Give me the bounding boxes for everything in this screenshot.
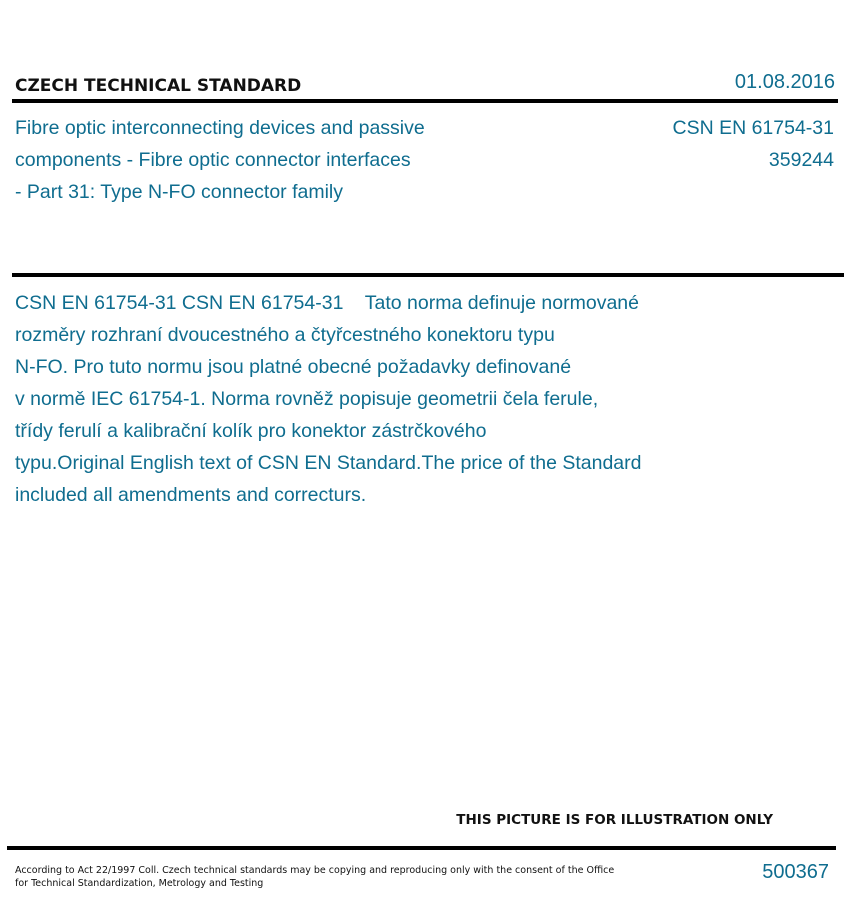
description-line: rozměry rozhraní dvoucestného a čtyřcestného konektoru typu bbox=[15, 324, 555, 346]
footer-divider bbox=[7, 846, 836, 850]
standard-description bbox=[15, 287, 735, 511]
illustration-note: THIS PICTURE IS FOR ILLUSTRATION ONLY bbox=[456, 812, 773, 828]
description-line: included all amendments and correcturs. bbox=[15, 484, 367, 506]
legal-line: According to Act 22/1997 Coll. Czech technical standards may be copying and reproducing only with the consent of the Office bbox=[15, 865, 615, 876]
document-type-label: CZECH TECHNICAL STANDARD bbox=[15, 76, 302, 96]
section-divider bbox=[12, 273, 844, 277]
standard-code: CSN EN 61754-31 bbox=[672, 117, 834, 139]
header-divider bbox=[12, 99, 838, 103]
description-line: CSN EN 61754-31 CSN EN 61754-31 Tato norma definuje normované bbox=[15, 292, 639, 314]
description-line: N-FO. Pro tuto normu jsou platné obecné požadavky definované bbox=[15, 356, 572, 378]
title-line: components - Fibre optic connector interfaces bbox=[15, 149, 411, 171]
legal-notice bbox=[15, 864, 615, 890]
description-line: v normě IEC 61754-1. Norma rovněž popisuje geometrii čela ferule, bbox=[15, 388, 599, 410]
description-line: třídy ferulí a kalibrační kolík pro konektor zástrčkového bbox=[15, 420, 487, 442]
title-line: Fibre optic interconnecting devices and passive bbox=[15, 117, 425, 139]
title-line: - Part 31: Type N-FO connector family bbox=[15, 181, 344, 203]
description-line: typu.Original English text of CSN EN Standard.The price of the Standard bbox=[15, 452, 642, 474]
publication-date: 01.08.2016 bbox=[734, 71, 835, 93]
document-number: 500367 bbox=[762, 861, 829, 883]
catalog-number: 359244 bbox=[768, 149, 834, 171]
legal-line: for Technical Standardization, Metrology and Testing bbox=[15, 878, 264, 889]
